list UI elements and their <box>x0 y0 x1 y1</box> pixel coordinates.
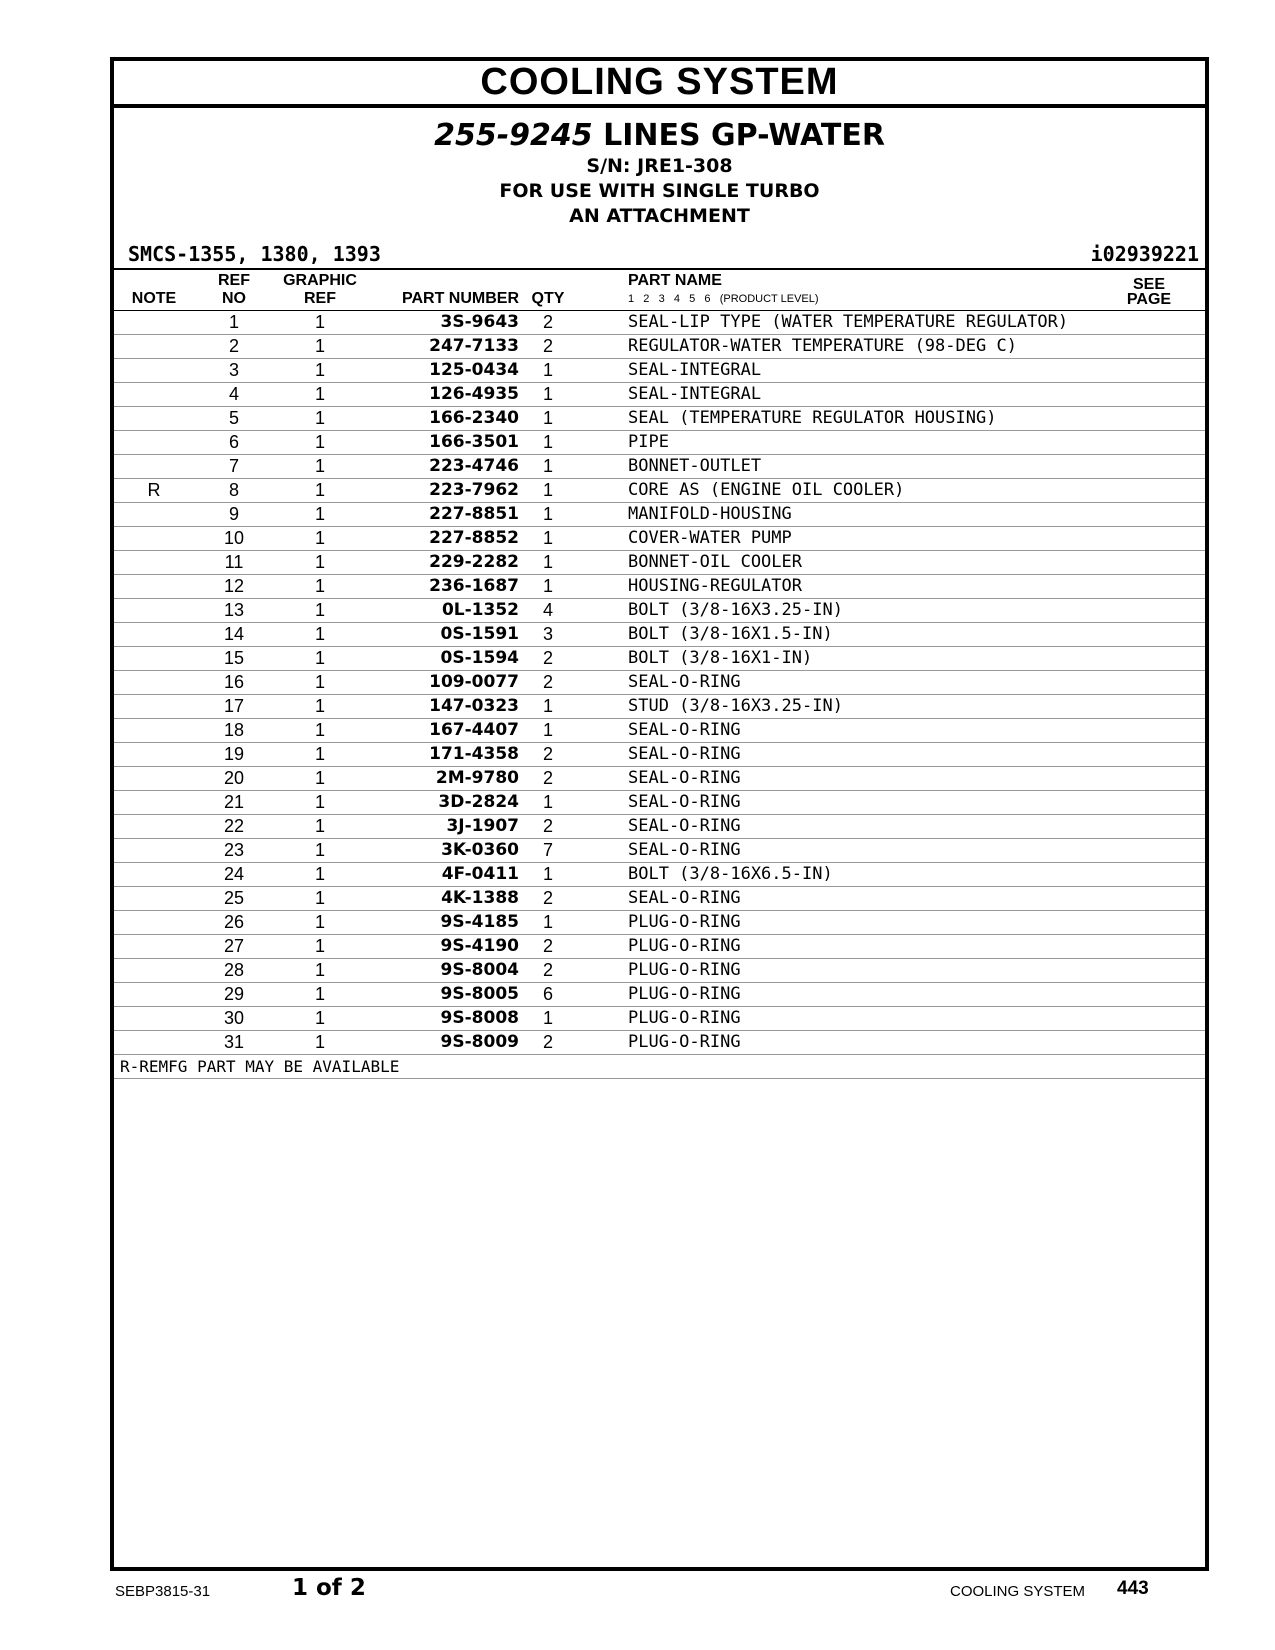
part-name-cell: SEAL-O-RING <box>628 792 741 812</box>
part-name-cell: PLUG-O-RING <box>628 984 741 1004</box>
footer-page-number: 443 <box>1117 1578 1149 1599</box>
table-row <box>114 479 1205 503</box>
part-number-cell: 247-7133 <box>429 336 519 356</box>
qty-cell: 2 <box>542 672 553 692</box>
table-row <box>114 647 1205 671</box>
table-row <box>114 863 1205 887</box>
col-graphic-top: GRAPHIC <box>283 272 357 289</box>
qty-cell: 1 <box>542 720 553 740</box>
graphic-ref-cell: 1 <box>314 480 325 500</box>
qty-cell: 1 <box>542 792 553 812</box>
qty-cell: 1 <box>542 408 553 428</box>
qty-cell: 2 <box>542 960 553 980</box>
table-row <box>114 719 1205 743</box>
ref-no-cell: 9 <box>228 504 239 524</box>
part-number-cell: 9S-8005 <box>440 984 519 1004</box>
graphic-ref-cell: 1 <box>314 504 325 524</box>
part-number-cell: 223-4746 <box>429 456 519 476</box>
table-row <box>114 839 1205 863</box>
table-row <box>114 743 1205 767</box>
part-number-cell: 227-8851 <box>429 504 519 524</box>
table-row <box>114 695 1205 719</box>
part-number-cell: 3D-2824 <box>438 792 519 812</box>
ref-no-cell: 3 <box>228 360 239 380</box>
part-name-cell: PLUG-O-RING <box>628 912 741 932</box>
qty-cell: 1 <box>542 384 553 404</box>
ref-no-cell: 14 <box>223 624 245 644</box>
part-number-cell: 166-2340 <box>429 408 519 428</box>
part-number-cell: 0S-1591 <box>440 624 519 644</box>
part-name-cell: SEAL-O-RING <box>628 744 741 764</box>
qty-cell: 1 <box>542 432 553 452</box>
col-note: NOTE <box>131 290 177 307</box>
part-name-cell: BOLT (3/8-16X1-IN) <box>628 648 813 668</box>
smcs-codes: SMCS-1355, 1380, 1393 <box>128 242 381 266</box>
graphic-ref-cell: 1 <box>314 432 325 452</box>
qty-cell: 1 <box>542 912 553 932</box>
part-number-cell: 9S-4185 <box>440 912 519 932</box>
graphic-ref-cell: 1 <box>314 864 325 884</box>
qty-cell: 1 <box>542 576 553 596</box>
table-header <box>114 268 1205 311</box>
graphic-ref-cell: 1 <box>314 840 325 860</box>
table-row <box>114 1007 1205 1031</box>
table-row <box>114 1031 1205 1055</box>
table-row <box>114 503 1205 527</box>
table-row <box>114 767 1205 791</box>
part-number-cell: 229-2282 <box>429 552 519 572</box>
part-number-cell: 3K-0360 <box>441 840 519 860</box>
qty-cell: 2 <box>542 648 553 668</box>
part-number-cell: 171-4358 <box>429 744 519 764</box>
graphic-ref-cell: 1 <box>314 384 325 404</box>
graphic-ref-cell: 1 <box>314 960 325 980</box>
graphic-ref-cell: 1 <box>314 888 325 908</box>
ref-no-cell: 23 <box>223 840 245 860</box>
graphic-ref-cell: 1 <box>314 672 325 692</box>
part-number-cell: 3J-1907 <box>446 816 519 836</box>
ref-no-cell: 5 <box>228 408 239 428</box>
ref-no-cell: 2 <box>228 336 239 356</box>
qty-cell: 3 <box>542 624 553 644</box>
col-graphic-bottom: REF <box>304 290 336 307</box>
part-name-cell: SEAL-INTEGRAL <box>628 384 762 404</box>
ref-no-cell: 10 <box>223 528 245 548</box>
serial-number: S/N: JRE1-308 <box>586 155 733 177</box>
table-row <box>114 983 1205 1007</box>
qty-cell: 2 <box>542 312 553 332</box>
graphic-ref-cell: 1 <box>314 600 325 620</box>
part-number-cell: 223-7962 <box>429 480 519 500</box>
table-row <box>114 383 1205 407</box>
ref-no-cell: 25 <box>223 888 245 908</box>
qty-cell: 2 <box>542 744 553 764</box>
part-name-cell: STUD (3/8-16X3.25-IN) <box>628 696 843 716</box>
part-name-cell: MANIFOLD-HOUSING <box>628 504 792 524</box>
assembly-name: LINES GP-WATER <box>603 118 885 153</box>
graphic-ref-cell: 1 <box>314 456 325 476</box>
graphic-ref-cell: 1 <box>314 1008 325 1028</box>
codes-line <box>114 240 1205 268</box>
part-number-cell: 3S-9643 <box>440 312 519 332</box>
footer-page-of: 1 of 2 <box>292 1575 366 1601</box>
graphic-ref-cell: 1 <box>314 360 325 380</box>
part-name-cell: PLUG-O-RING <box>628 936 741 956</box>
qty-cell: 2 <box>542 336 553 356</box>
qty-cell: 2 <box>542 768 553 788</box>
usage-line-2: AN ATTACHMENT <box>569 205 750 227</box>
part-name-cell: PLUG-O-RING <box>628 960 741 980</box>
ref-no-cell: 6 <box>228 432 239 452</box>
graphic-ref-cell: 1 <box>314 408 325 428</box>
col-qty: QTY <box>531 290 565 307</box>
part-name-cell: BONNET-OUTLET <box>628 456 762 476</box>
table-row <box>114 359 1205 383</box>
part-name-cell: BOLT (3/8-16X1.5-IN) <box>628 624 833 644</box>
ref-no-cell: 31 <box>223 1032 245 1052</box>
graphic-ref-cell: 1 <box>314 1032 325 1052</box>
table-row <box>114 599 1205 623</box>
graphic-ref-cell: 1 <box>314 984 325 1004</box>
col-see-bottom: PAGE <box>1126 291 1172 308</box>
ref-no-cell: 28 <box>223 960 245 980</box>
part-name-cell: SEAL-O-RING <box>628 840 741 860</box>
qty-cell: 1 <box>542 552 553 572</box>
ref-no-cell: 16 <box>223 672 245 692</box>
col-ref-top: REF <box>218 272 250 289</box>
part-name-cell: HOUSING-REGULATOR <box>628 576 802 596</box>
graphic-ref-cell: 1 <box>314 768 325 788</box>
ref-no-cell: 13 <box>223 600 245 620</box>
part-name-cell: REGULATOR-WATER TEMPERATURE (98-DEG C) <box>628 336 1017 356</box>
ref-no-cell: 1 <box>228 312 239 332</box>
table-row <box>114 887 1205 911</box>
table-row <box>114 455 1205 479</box>
table-row <box>114 815 1205 839</box>
part-number-cell: 126-4935 <box>429 384 519 404</box>
graphic-ref-cell: 1 <box>314 552 325 572</box>
part-name-cell: BONNET-OIL COOLER <box>628 552 802 572</box>
graphic-ref-cell: 1 <box>314 720 325 740</box>
document-id: i02939221 <box>1090 242 1199 266</box>
table-row <box>114 671 1205 695</box>
ref-no-cell: 21 <box>223 792 245 812</box>
part-name-cell: BOLT (3/8-16X3.25-IN) <box>628 600 843 620</box>
qty-cell: 2 <box>542 816 553 836</box>
part-number-cell: 0L-1352 <box>441 600 519 620</box>
part-name-cell: SEAL-O-RING <box>628 816 741 836</box>
part-number-cell: 125-0434 <box>429 360 519 380</box>
part-number-cell: 9S-8004 <box>440 960 519 980</box>
qty-cell: 6 <box>542 984 553 1004</box>
part-name-cell: SEAL-O-RING <box>628 768 741 788</box>
part-name-cell: SEAL (TEMPERATURE REGULATOR HOUSING) <box>628 408 997 428</box>
qty-cell: 1 <box>542 696 553 716</box>
col-ref-bottom: NO <box>222 290 246 307</box>
part-number-cell: 4F-0411 <box>441 864 519 884</box>
part-number-cell: 9S-8009 <box>440 1032 519 1052</box>
ref-no-cell: 29 <box>223 984 245 1004</box>
ref-no-cell: 18 <box>223 720 245 740</box>
table-row <box>114 791 1205 815</box>
footer-doc-code: SEBP3815-31 <box>115 1583 211 1600</box>
ref-no-cell: 8 <box>228 480 239 500</box>
graphic-ref-cell: 1 <box>314 792 325 812</box>
part-number-cell: 166-3501 <box>429 432 519 452</box>
ref-no-cell: 4 <box>228 384 239 404</box>
part-number-cell: 9S-4190 <box>440 936 519 956</box>
ref-no-cell: 12 <box>223 576 245 596</box>
ref-no-cell: 19 <box>223 744 245 764</box>
table-row <box>114 335 1205 359</box>
qty-cell: 1 <box>542 528 553 548</box>
graphic-ref-cell: 1 <box>314 528 325 548</box>
qty-cell: 7 <box>542 840 553 860</box>
assembly-number: 255-9245 <box>434 118 593 153</box>
qty-cell: 2 <box>542 936 553 956</box>
part-name-cell: BOLT (3/8-16X6.5-IN) <box>628 864 833 884</box>
ref-no-cell: 22 <box>223 816 245 836</box>
qty-cell: 2 <box>542 888 553 908</box>
graphic-ref-cell: 1 <box>314 696 325 716</box>
part-number-cell: 147-0323 <box>429 696 519 716</box>
table-row <box>114 959 1205 983</box>
graphic-ref-cell: 1 <box>314 936 325 956</box>
qty-cell: 1 <box>542 480 553 500</box>
graphic-ref-cell: 1 <box>314 912 325 932</box>
footer-section: COOLING SYSTEM <box>950 1583 1086 1600</box>
part-name-cell: SEAL-O-RING <box>628 720 741 740</box>
table-row <box>114 623 1205 647</box>
qty-cell: 1 <box>542 1008 553 1028</box>
qty-cell: 1 <box>542 456 553 476</box>
part-number-cell: 2M-9780 <box>435 768 519 788</box>
footnote: R-REMFG PART MAY BE AVAILABLE <box>114 1055 1205 1079</box>
graphic-ref-cell: 1 <box>314 576 325 596</box>
table-row <box>114 911 1205 935</box>
table-row <box>114 551 1205 575</box>
part-number-cell: 0S-1594 <box>440 648 519 668</box>
col-part-number: PART NUMBER <box>401 290 519 307</box>
part-number-cell: 9S-8008 <box>440 1008 519 1028</box>
qty-cell: 1 <box>542 360 553 380</box>
usage-line-1: FOR USE WITH SINGLE TURBO <box>499 180 820 202</box>
part-name-cell: PIPE <box>628 432 669 452</box>
part-number-cell: 236-1687 <box>429 576 519 596</box>
note-cell: R <box>147 480 161 500</box>
part-name-cell: CORE AS (ENGINE OIL COOLER) <box>628 480 905 500</box>
ref-no-cell: 15 <box>223 648 245 668</box>
ref-no-cell: 17 <box>223 696 245 716</box>
col-see-top: SEE <box>1132 276 1165 293</box>
graphic-ref-cell: 1 <box>314 648 325 668</box>
page-frame <box>110 57 1209 1571</box>
qty-cell: 1 <box>542 864 553 884</box>
graphic-ref-cell: 1 <box>314 336 325 356</box>
part-name-cell: SEAL-O-RING <box>628 672 741 692</box>
part-name-cell: SEAL-LIP TYPE (WATER TEMPERATURE REGULATOR) <box>628 312 1069 332</box>
qty-cell: 4 <box>542 600 553 620</box>
part-name-cell: SEAL-O-RING <box>628 888 741 908</box>
part-name-cell: COVER-WATER PUMP <box>628 528 792 548</box>
page-footer <box>110 1573 1209 1607</box>
ref-no-cell: 27 <box>223 936 245 956</box>
col-part-name: PART NAME <box>628 272 722 289</box>
ref-no-cell: 26 <box>223 912 245 932</box>
ref-no-cell: 20 <box>223 768 245 788</box>
parts-table <box>114 311 1205 1055</box>
table-row <box>114 311 1205 335</box>
ref-no-cell: 11 <box>224 552 244 572</box>
ref-no-cell: 24 <box>223 864 245 884</box>
col-product-level: 1 2 3 4 5 6 (PRODUCT LEVEL) <box>628 293 819 305</box>
part-number-cell: 167-4407 <box>429 720 519 740</box>
graphic-ref-cell: 1 <box>314 312 325 332</box>
assembly-heading <box>114 118 1205 154</box>
graphic-ref-cell: 1 <box>314 624 325 644</box>
part-name-cell: SEAL-INTEGRAL <box>628 360 762 380</box>
part-name-cell: PLUG-O-RING <box>628 1032 741 1052</box>
table-row <box>114 935 1205 959</box>
table-row <box>114 575 1205 599</box>
graphic-ref-cell: 1 <box>314 816 325 836</box>
part-name-cell: PLUG-O-RING <box>628 1008 741 1028</box>
section-title: COOLING SYSTEM <box>114 61 1205 108</box>
part-number-cell: 227-8852 <box>429 528 519 548</box>
qty-cell: 1 <box>542 504 553 524</box>
table-row <box>114 407 1205 431</box>
ref-no-cell: 7 <box>228 456 239 476</box>
part-number-cell: 109-0077 <box>429 672 519 692</box>
part-number-cell: 4K-1388 <box>441 888 519 908</box>
qty-cell: 2 <box>542 1032 553 1052</box>
graphic-ref-cell: 1 <box>314 744 325 764</box>
table-row <box>114 431 1205 455</box>
ref-no-cell: 30 <box>223 1008 245 1028</box>
table-row <box>114 527 1205 551</box>
